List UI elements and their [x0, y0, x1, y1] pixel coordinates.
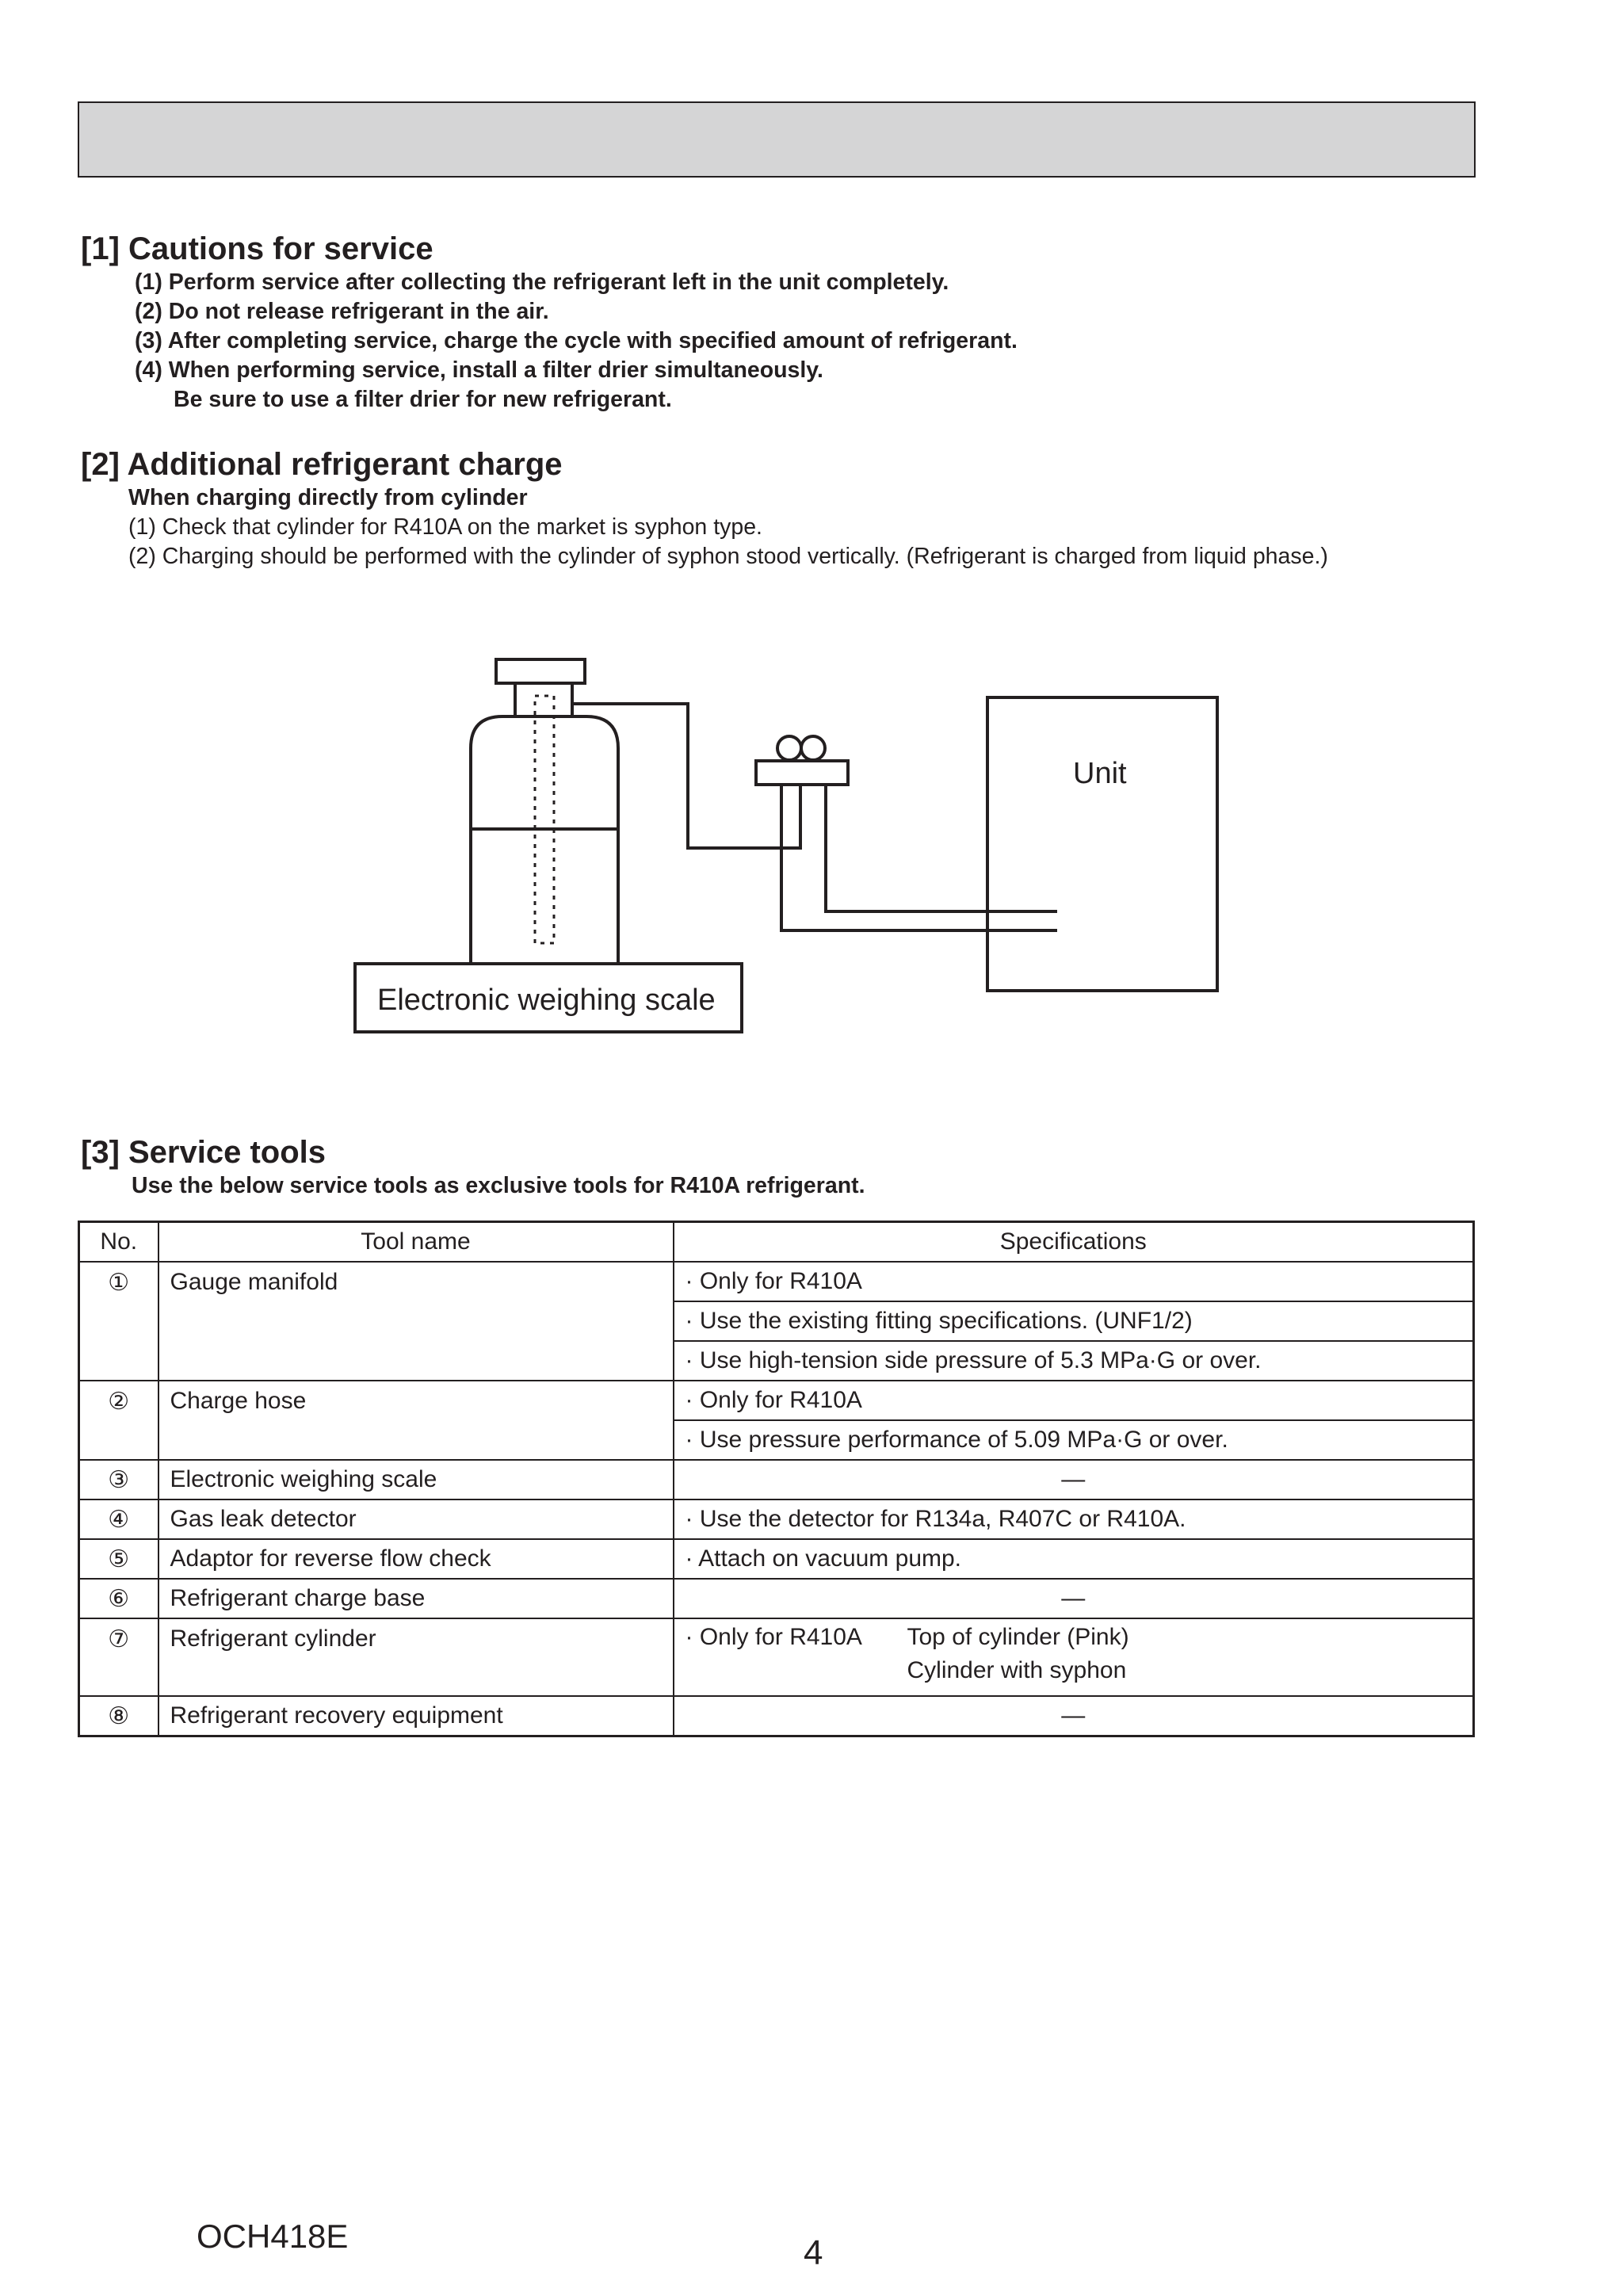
row-no: ②	[79, 1381, 158, 1460]
spec-text: · Only for R410A	[685, 1624, 862, 1650]
tools-heading: [3] Service tools	[81, 1135, 327, 1170]
row-tool-name: Gas leak detector	[158, 1499, 674, 1539]
row-spec: · Use pressure performance of 5.09 MPa·G or over.	[674, 1420, 1474, 1460]
refrigerant-cylinder	[471, 716, 618, 964]
table-row	[79, 1539, 1474, 1579]
caution-item: (2) Do not release refrigerant in the air.	[135, 299, 549, 324]
tools-intro: Use the below service tools as exclusive tools for R410A refrigerant.	[132, 1173, 865, 1198]
cylinder-neck	[515, 683, 572, 716]
unit-line-upper	[826, 785, 1057, 911]
table-row	[79, 1499, 1474, 1539]
row-spec: · Use the existing fitting specifications. (UNF1/2)	[674, 1301, 1474, 1341]
unit-line-lower	[781, 785, 1057, 930]
table-row	[79, 1696, 1474, 1736]
row-tool-name: Electronic weighing scale	[158, 1460, 674, 1499]
table-row	[79, 1579, 1474, 1618]
row-spec	[674, 1618, 1474, 1696]
table-header-row	[79, 1222, 1474, 1263]
row-spec: · Only for R410A	[674, 1381, 1474, 1420]
charge-heading: [2] Additional refrigerant charge	[81, 447, 563, 482]
syphon-tube	[535, 696, 554, 943]
row-no: ⑦	[79, 1618, 158, 1696]
cylinder-cap	[496, 659, 585, 683]
spec-text: Cylinder with syphon	[907, 1657, 1127, 1683]
caution-item: (1) Perform service after collecting the refrigerant left in the unit completely.	[135, 269, 949, 295]
header-tool-name: Tool name	[158, 1222, 674, 1263]
row-no: ③	[79, 1460, 158, 1499]
row-spec: —	[674, 1696, 1474, 1736]
charge-subheading: When charging directly from cylinder	[128, 485, 528, 510]
table-row	[79, 1460, 1474, 1499]
table-row	[79, 1618, 1474, 1696]
row-tool-name: Gauge manifold	[158, 1262, 674, 1381]
row-spec: · Attach on vacuum pump.	[674, 1539, 1474, 1579]
cautions-heading: [1] Cautions for service	[81, 231, 433, 266]
row-spec: —	[674, 1460, 1474, 1499]
unit-label: Unit	[1073, 757, 1127, 790]
caution-item: (4) When performing service, install a filter drier simultaneously.	[135, 357, 823, 383]
caution-note: Be sure to use a filter drier for new refrigerant.	[174, 387, 672, 412]
charge-item: (1) Check that cylinder for R410A on the market is syphon type.	[128, 514, 762, 540]
row-no: ⑧	[79, 1696, 158, 1736]
unit-box	[987, 697, 1217, 991]
charge-item: (2) Charging should be performed with the cylinder of syphon stood vertically. (Refrigerant is charged from liquid phase.)	[128, 544, 1328, 569]
row-tool-name: Charge hose	[158, 1381, 674, 1460]
row-tool-name: Refrigerant recovery equipment	[158, 1696, 674, 1736]
row-no: ④	[79, 1499, 158, 1539]
row-tool-name: Refrigerant charge base	[158, 1579, 674, 1618]
model-number: OCH418E	[197, 2218, 349, 2255]
charge-hose	[572, 704, 800, 848]
row-spec: —	[674, 1579, 1474, 1618]
gauge-icon	[801, 736, 825, 760]
charging-diagram	[0, 0, 1623, 1110]
tools-section	[81, 1133, 865, 1201]
scale-label: Electronic weighing scale	[377, 984, 716, 1017]
table-row	[79, 1381, 1474, 1420]
row-spec: · Use the detector for R134a, R407C or R410A.	[674, 1499, 1474, 1539]
row-spec: · Only for R410A	[674, 1262, 1474, 1301]
table-row	[79, 1262, 1474, 1301]
header-no: No.	[79, 1222, 158, 1263]
header-specifications: Specifications	[674, 1222, 1474, 1263]
row-tool-name: Adaptor for reverse flow check	[158, 1539, 674, 1579]
row-no: ⑤	[79, 1539, 158, 1579]
gauge-manifold	[756, 761, 848, 785]
page-number: 4	[804, 2233, 823, 2272]
row-no: ①	[79, 1262, 158, 1381]
row-spec: · Use high-tension side pressure of 5.3 MPa·G or over.	[674, 1341, 1474, 1381]
gauge-icon	[777, 736, 801, 760]
row-no: ⑥	[79, 1579, 158, 1618]
service-tools-table	[78, 1221, 1475, 1737]
caution-item: (3) After completing service, charge the cycle with specified amount of refrigerant.	[135, 328, 1018, 353]
row-tool-name: Refrigerant cylinder	[158, 1618, 674, 1696]
spec-text: Top of cylinder (Pink)	[907, 1624, 1129, 1650]
